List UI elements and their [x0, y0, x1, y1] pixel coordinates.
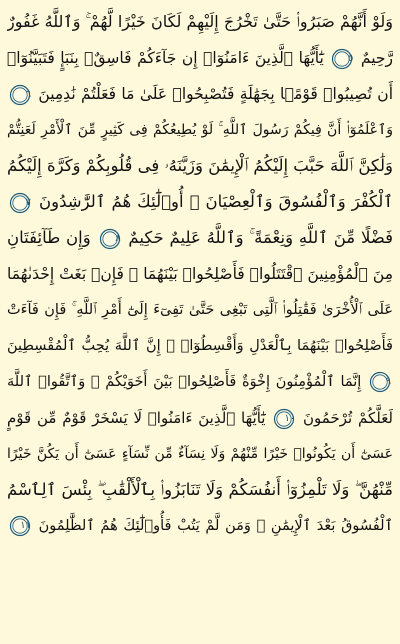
ayah-number: ١٠ — [284, 412, 296, 424]
verse-text: ٱلْكُفْرَ وَٱلْفُسُوقَ وَٱلْعِصْيَانَ ۚ أُو۟لَٰٓئِكَ هُمُ ٱلرَّٰشِدُونَ — [39, 192, 393, 211]
text-line — [7, 364, 393, 400]
verse-text: إِنَّمَا ٱلْمُؤْمِنُونَ إِخْوَةٌ فَأَصْلِحُوا۟ بَيْنَ أَخَوَيْكُمْ ۚ وَٱتَّقُوا۟ ٱللَّهَ — [7, 374, 362, 390]
verse-text: ٱلْفُسُوقُ بَعْدَ ٱلْإِيمَٰنِ ۚ وَمَن لَّمْ يَتُبْ فَأُو۟لَٰٓئِكَ هُمُ ٱلظَّٰلِمُونَ — [38, 518, 393, 534]
verse-text: رَّحِيمٌ — [360, 49, 393, 67]
verse-text: وَإِن طَآئِفَتَانِ — [7, 228, 91, 247]
verse-text: يَٰٓأَيُّهَا ٱلَّذِينَ ءَامَنُوٓا۟ إِن جَآءَكُمْ فَاسِقٌۢ بِنَبَإٍ فَتَبَيَّنُوٓا۟ — [7, 49, 324, 67]
text-line — [7, 76, 393, 112]
ayah-end-marker — [9, 84, 31, 106]
verse-text: عَلَى ٱلْأُخْرَىٰ فَقَٰتِلُوا۟ ٱلَّتِى تَبْغِى حَتَّىٰ تَفِىٓءَ إِلَىٰٓ أَمْرِ ٱللَّهِ ۚ فَإِن فَآءَتْ — [7, 302, 393, 318]
verse-text: وَلَٰكِنَّ ٱللَّهَ حَبَّبَ إِلَيْكُمُ ٱلْإِيمَٰنَ وَزَيَّنَهُۥ فِى قُلُوبِكُمْ وَكَرَّهَ إِلَيْكُمُ — [7, 156, 393, 175]
verse-text: مِنَ ٱلْمُؤْمِنِينَ ٱقْتَتَلُوا۟ فَأَصْلِحُوا۟ بَيْنَهُمَا ۖ فَإِنۢ بَغَتْ إِحْدَىٰهُمَا — [7, 265, 393, 283]
ayah-number: ١١ — [20, 520, 31, 531]
ayah-number: ٨ — [115, 232, 121, 244]
verse-text: فَأَصْلِحُوا۟ بَيْنَهُمَا بِٱلْعَدْلِ وَأَقْسِطُوٓا۟ ۖ إِنَّ ٱللَّهَ يُحِبُّ ٱلْمُقْسِطِينَ — [7, 338, 393, 354]
text-line — [7, 40, 393, 76]
verse-text: وَلَوْ أَنَّهُمْ صَبَرُوا۟ حَتَّىٰ تَخْرُجَ إِلَيْهِمْ لَكَانَ خَيْرًا لَّهُمْ ۚ وَٱللَّهُ غَفُورٌ — [7, 12, 393, 31]
verse-text: مِّنْهُنَّ ۖ وَلَا تَلْمِزُوٓا۟ أَنفُسَكُمْ وَلَا تَنَابَزُوا۟ بِٱلْأَلْقَٰبِ ۖ بِئْسَ ٱلِٱسْمُ — [7, 480, 393, 499]
text-line — [7, 220, 393, 256]
verse-text: أَن تُصِيبُوا۟ قَوْمًۢا بِجَهَٰلَةٍ فَتُصْبِحُوا۟ عَلَىٰ مَا فَعَلْتُمْ نَٰدِمِينَ — [38, 85, 393, 103]
text-line — [7, 400, 393, 436]
ayah-end-marker — [9, 515, 31, 537]
ayah-number: ٦ — [25, 88, 31, 100]
text-line — [7, 112, 393, 148]
ayah-number: ٧ — [25, 196, 31, 208]
verse-text: وَٱعْلَمُوٓا۟ أَنَّ فِيكُمْ رَسُولَ ٱللَّهِ ۚ لَوْ يُطِيعُكُمْ فِى كَثِيرٍ مِّنَ ٱلْأَمْرِ لَعَنِتُّمْ — [7, 122, 393, 138]
ayah-end-marker — [9, 192, 31, 214]
text-line — [7, 436, 393, 472]
ayah-number: ٥ — [348, 52, 354, 64]
ayah-end-marker — [331, 48, 353, 70]
text-line — [7, 328, 393, 364]
ayah-end-marker — [369, 371, 391, 393]
text-line — [7, 4, 393, 40]
verse-text: عَسَىٰٓ أَن يَكُونُوا۟ خَيْرًا مِّنْهُمْ وَلَا نِسَآءٌ مِّن نِّسَآءٍ عَسَىٰٓ أَن يَكُنَّ خَيْرًا — [7, 446, 393, 462]
text-line — [7, 472, 393, 508]
verse-text: فَضْلًا مِّنَ ٱللَّهِ وَنِعْمَةً ۚ وَٱللَّهُ عَلِيمٌ حَكِيمٌ — [128, 228, 393, 247]
ayah-end-marker — [99, 228, 121, 250]
text-line — [7, 508, 393, 544]
ayah-end-marker — [273, 408, 295, 430]
ayah-number: ٩ — [385, 376, 391, 387]
text-line — [7, 292, 393, 328]
verse-text: يَٰٓأَيُّهَا ٱلَّذِينَ ءَامَنُوا۟ لَا يَسْخَرْ قَوْمٌ مِّن قَوْمٍ — [7, 409, 266, 427]
verse-block — [7, 4, 393, 544]
text-line — [7, 148, 393, 184]
verse-text: لَعَلَّكُمْ تُرْحَمُونَ — [303, 409, 393, 427]
text-line — [7, 184, 393, 220]
text-line — [7, 256, 393, 292]
